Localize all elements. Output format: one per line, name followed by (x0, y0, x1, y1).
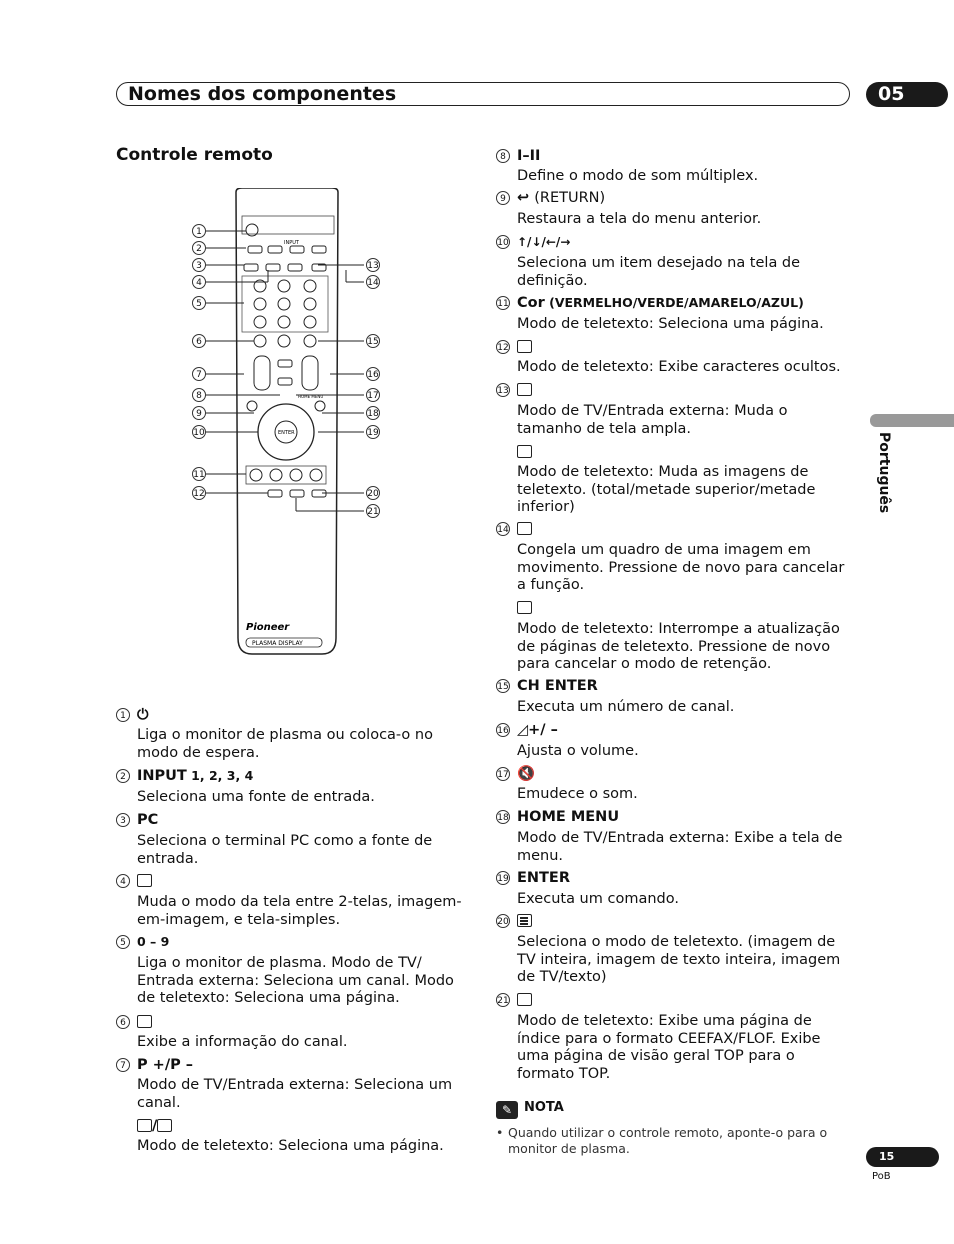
remote-input-label: INPUT (284, 240, 299, 246)
callout-15: 15 (366, 332, 380, 350)
item-num: 18 (496, 808, 510, 826)
item-desc: Emudece o som. (517, 786, 638, 802)
teletext-icon (517, 912, 532, 930)
callout-4: 4 (192, 273, 206, 291)
item-title: ENTER (517, 870, 571, 886)
item-title: ◿+/ – (517, 722, 558, 738)
page-title: Nomes dos componentes (128, 83, 397, 105)
item-desc: Muda o modo da tela entre 2-telas, imagem-em-imagem, e tela-simples. (137, 894, 462, 928)
item-desc: Modo de teletexto: Exibe uma página de índice para o formato CEEFAX/FLOF. Exibe uma página de visão geral TOP para o formato TOP. (517, 1013, 821, 1082)
teletext-page-icon: / (137, 1117, 172, 1135)
item-num: 1 (116, 706, 130, 724)
callout-9: 9 (192, 404, 206, 422)
callout-16: 16 (366, 365, 380, 383)
item-title: PC (137, 812, 159, 828)
item-num: 17 (496, 765, 510, 783)
item-desc: Modo de teletexto: Muda as imagens de teletexto. (total/metade superior/metade inferior) (517, 464, 816, 515)
callout-7: 7 (192, 365, 206, 383)
chapter-badge: 05 (866, 82, 948, 107)
item-num: 3 (116, 811, 130, 829)
item-desc: Modo de teletexto: Seleciona uma página. (517, 316, 824, 332)
item-num: 21 (496, 991, 510, 1009)
item-num: 4 (116, 872, 130, 890)
item-num: 5 (116, 933, 130, 951)
power-icon: ⏻ (137, 707, 149, 723)
note-header: ✎ NOTA (496, 1100, 564, 1119)
language-tab (870, 414, 954, 427)
item-desc: Modo de teletexto: Interrompe a atualização de páginas de teletexto. Pressione de novo para cancelar o modo de retenção. (517, 621, 840, 672)
item-num: 19 (496, 869, 510, 887)
item-title: INPUT 1, 2, 3, 4 (137, 768, 254, 784)
item-desc: Seleciona uma fonte de entrada. (137, 789, 375, 805)
section-title: Controle remoto (116, 145, 273, 165)
callout-1: 1 (192, 222, 206, 240)
item-num: 12 (496, 338, 510, 356)
item-num: 9 (496, 189, 510, 207)
teletext-hold-icon (517, 599, 532, 617)
callout-21: 21 (366, 502, 380, 520)
item-title: I–II (517, 148, 541, 164)
item-num: 2 (116, 767, 130, 785)
volume-icon: ◿ (517, 722, 529, 738)
callout-18: 18 (366, 404, 380, 422)
callout-6: 6 (192, 332, 206, 350)
remote-control-illustration (232, 188, 342, 656)
item-desc: Define o modo de som múltiplex. (517, 168, 759, 184)
item-desc: Exibe a informação do canal. (137, 1034, 348, 1050)
item-num: 15 (496, 677, 510, 695)
item-desc: Executa um comando. (517, 891, 679, 907)
callout-17: 17 (366, 386, 380, 404)
teletext-size-icon (517, 443, 532, 461)
item-num: 20 (496, 912, 510, 930)
index-icon (517, 991, 532, 1009)
item-num: 6 (116, 1013, 130, 1031)
page-number: 15 (866, 1147, 939, 1167)
item-num: 11 (496, 294, 510, 312)
item-desc: Congela um quadro de uma imagem em movimento. Pressione de novo para cancelar a função. (517, 542, 845, 593)
item-desc: Modo de teletexto: Exibe caracteres ocultos. (517, 359, 841, 375)
language-label: Português (876, 432, 892, 514)
callout-19: 19 (366, 423, 380, 441)
item-title: Cor (VERMELHO/VERDE/AMARELO/AZUL) (517, 295, 804, 311)
item-desc: Modo de TV/Entrada externa: Seleciona um canal. (137, 1077, 453, 1111)
remote-enter-label: ENTER (278, 430, 295, 436)
item-num: 7 (116, 1056, 130, 1074)
item-title: ↩ (RETURN) (517, 190, 606, 206)
remote-home-menu-label: HOME MENU (298, 394, 324, 399)
reveal-icon (517, 338, 532, 356)
item-title: 0 – 9 (137, 934, 170, 949)
screen-mode-icon (137, 872, 152, 890)
item-desc: Restaura a tela do menu anterior. (517, 211, 762, 227)
wide-screen-icon (517, 381, 532, 399)
item-num: 14 (496, 520, 510, 538)
item-desc: Seleciona o terminal PC como a fonte de entrada. (137, 833, 433, 867)
callout-5: 5 (192, 294, 206, 312)
callout-20: 20 (366, 484, 380, 502)
remote-brand-logo: Pioneer (246, 622, 290, 633)
item-desc: Seleciona o modo de teletexto. (imagem de TV inteira, imagem de texto inteira, imagem de TV/texto) (517, 934, 841, 985)
callout-10: 10 (192, 423, 206, 441)
callout-14: 14 (366, 273, 380, 291)
item-desc: Modo de teletexto: Seleciona uma página. (137, 1138, 444, 1154)
remote-display-label: PLASMA DISPLAY (252, 640, 303, 647)
callout-12: 12 (192, 484, 206, 502)
callout-11: 11 (192, 465, 206, 483)
mute-icon: 🔇 (517, 766, 536, 782)
item-num: 13 (496, 381, 510, 399)
info-icon (137, 1013, 152, 1031)
item-desc: Liga o monitor de plasma. Modo de TV/ Entrada externa: Seleciona um canal. Modo de teletexto: Seleciona uma página. (137, 955, 454, 1006)
item-title: P +/P – (137, 1057, 194, 1073)
note-text: • Quando utilizar o controle remoto, aponte-o para o monitor de plasma. (496, 1125, 828, 1156)
callout-3: 3 (192, 256, 206, 274)
pencil-icon: ✎ (496, 1101, 518, 1119)
item-desc: Modo de TV/Entrada externa: Muda o tamanho de tela ampla. (517, 403, 788, 437)
item-title: ↑/↓/←/→ (517, 235, 571, 249)
callout-8: 8 (192, 386, 206, 404)
item-desc: Ajusta o volume. (517, 743, 639, 759)
callout-13: 13 (366, 256, 380, 274)
item-num: 8 (496, 147, 510, 165)
item-title: HOME MENU (517, 809, 620, 825)
item-desc: Executa um número de canal. (517, 699, 735, 715)
item-desc: Modo de TV/Entrada externa: Exibe a tela de menu. (517, 830, 843, 864)
item-title: CH ENTER (517, 678, 598, 694)
callout-2: 2 (192, 239, 206, 257)
freeze-icon (517, 520, 532, 538)
page-code: PoB (872, 1171, 891, 1182)
item-desc: Seleciona um item desejado na tela de definição. (517, 255, 801, 289)
item-desc: Liga o monitor de plasma ou coloca-o no modo de espera. (137, 727, 433, 761)
return-icon: ↩ (517, 190, 530, 206)
item-num: 16 (496, 721, 510, 739)
item-num: 10 (496, 233, 510, 251)
